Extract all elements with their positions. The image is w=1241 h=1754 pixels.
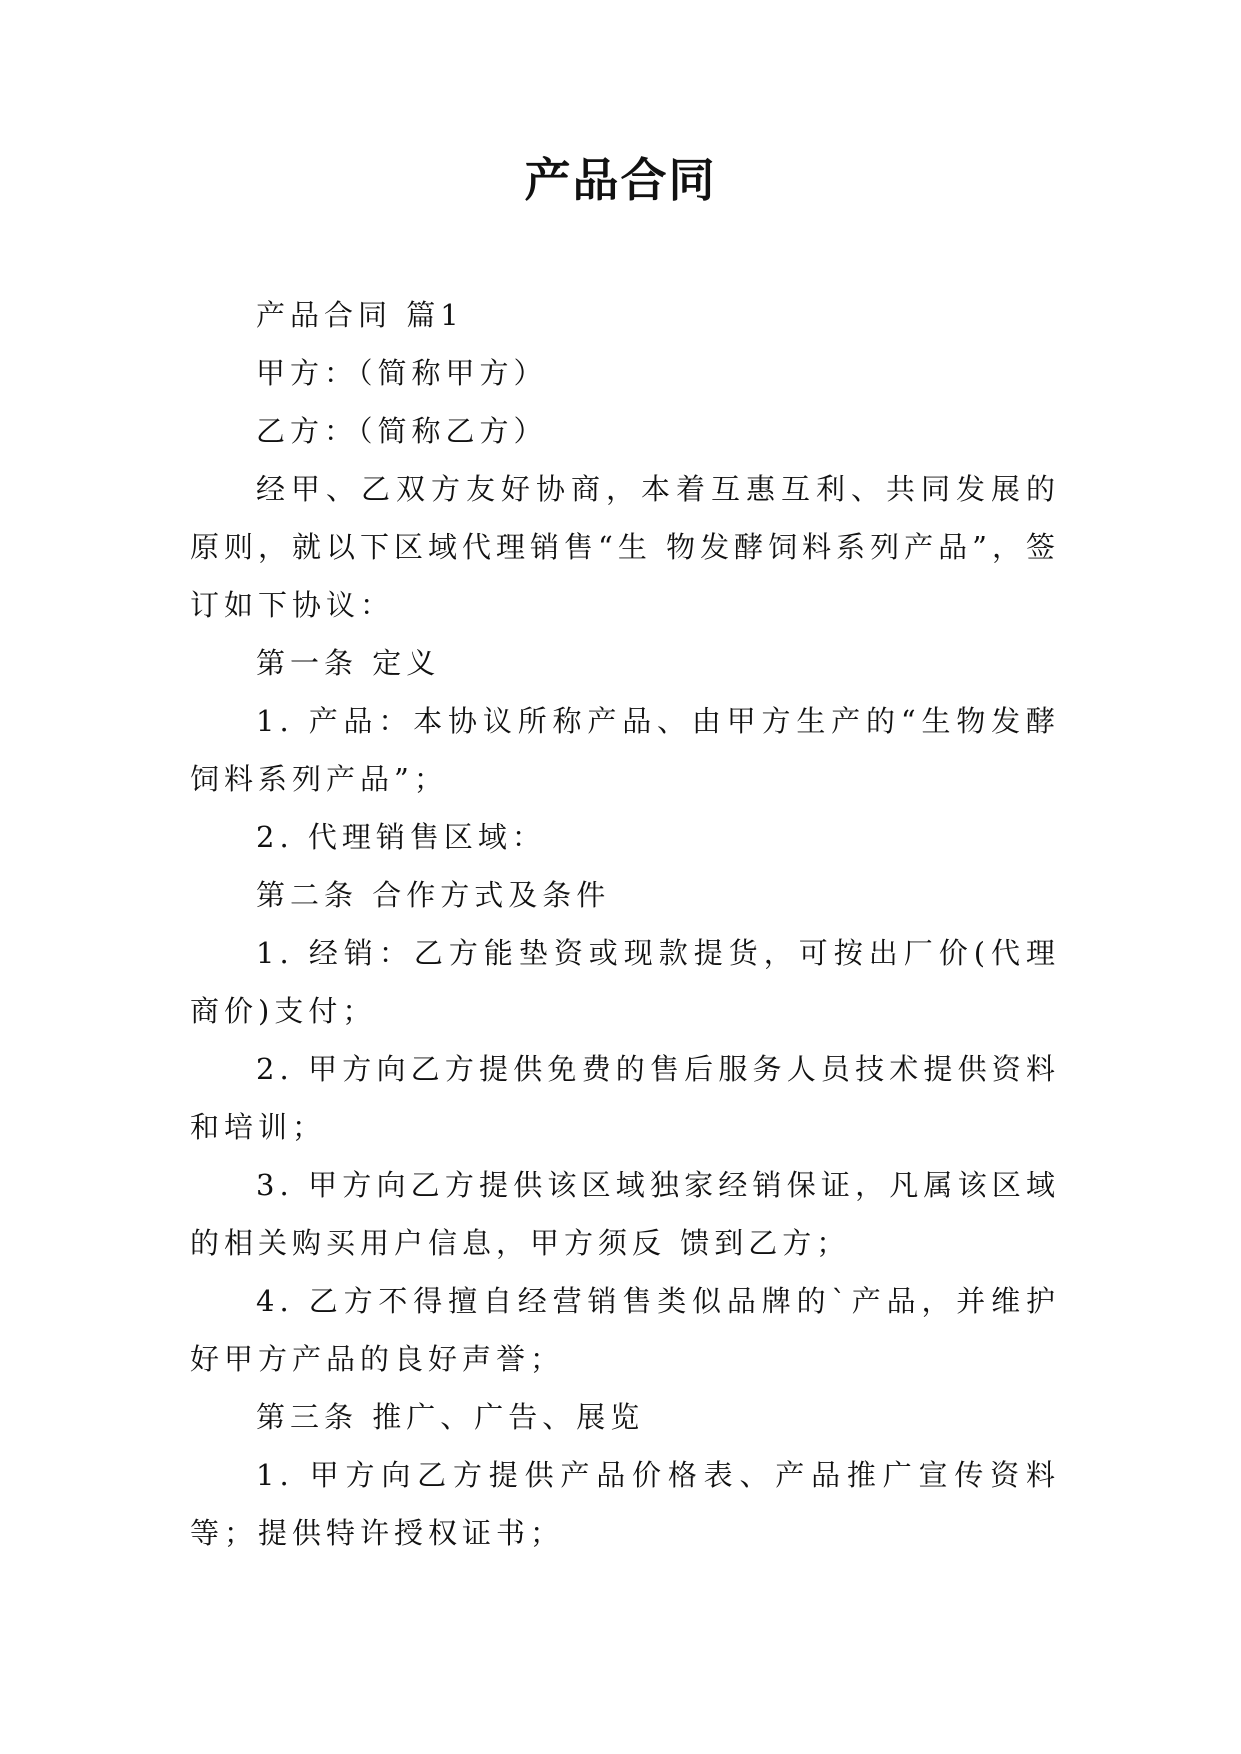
document-title: 产品合同: [524, 153, 717, 207]
paragraph: 1. 经销：乙方能垫资或现款提货，可按出厂价(代理商价)支付；: [190, 936, 1060, 1028]
paragraph: 第二条 合作方式及条件: [256, 878, 611, 912]
paragraph: 产品合同 篇1: [256, 298, 464, 332]
document-body: [190, 286, 1060, 1562]
paragraph: 2. 代理销售区域：: [256, 820, 546, 854]
paragraph: 1. 甲方向乙方提供产品价格表、产品推广宣传资料等；提供特许授权证书；: [190, 1458, 1060, 1550]
paragraph: 乙方：（简称乙方）: [256, 414, 548, 448]
paragraph: 4. 乙方不得擅自经营销售类似品牌的`产品，并维护好甲方产品的良好声誉；: [190, 1284, 1060, 1376]
paragraph: 3. 甲方向乙方提供该区域独家经销保证，凡属该区域的相关购买用户信息，甲方须反 馈到乙方；: [190, 1168, 1060, 1260]
paragraph: 第一条 定义: [256, 646, 441, 680]
paragraph: 2. 甲方向乙方提供免费的售后服务人员技术提供资料和培训；: [190, 1052, 1060, 1144]
paragraph: 经甲、乙双方友好协商，本着互惠互利、共同发展的原则，就以下区域代理销售“生 物发酵饲料系列产品”，签订如下协议：: [190, 472, 1060, 622]
paragraph: 1. 产品：本协议所称产品、由甲方生产的“生物发酵饲料系列产品”；: [190, 704, 1060, 796]
paragraph: 甲方：（简称甲方）: [256, 356, 548, 390]
paragraph: 第三条 推广、广告、展览: [256, 1400, 645, 1434]
